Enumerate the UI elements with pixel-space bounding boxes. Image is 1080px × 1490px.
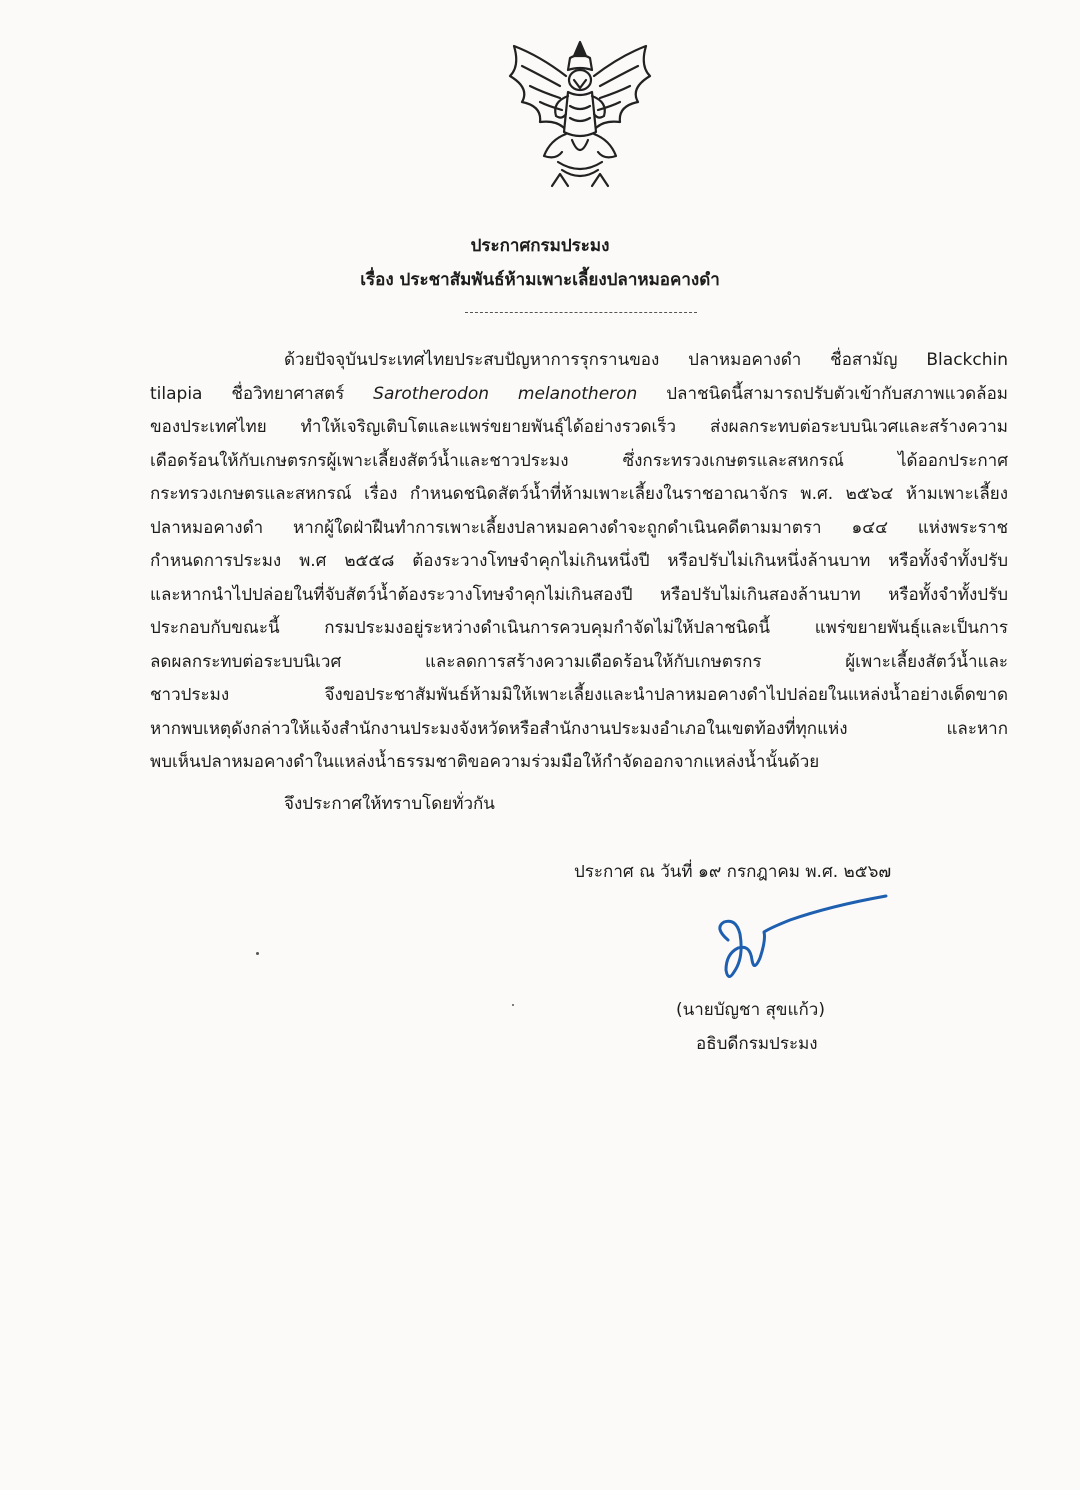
- closing-statement: จึงประกาศให้ทราบโดยทั่วกัน: [284, 794, 495, 814]
- signer-name: (นายบัญชา สุขแก้ว): [676, 1000, 825, 1020]
- body-line: พบเห็นปลาหมอคางดำในแหล่งน้ำธรรมชาติขอความร่วมมือให้กำจัดออกจากแหล่งน้ำนั้นด้วย: [150, 752, 820, 772]
- body-line: เดือดร้อนให้กับเกษตรกรผู้เพาะเลี้ยงสัตว์น้ำและชาวประมง ซึ่งกระทรวงเกษตรและสหกรณ์ ได้ออกประกาศ: [150, 450, 1008, 471]
- heading-divider: [465, 312, 697, 313]
- announcement-title: ประกาศกรมประมง: [470, 236, 610, 256]
- body-line: ปลาหมอคางดำ หากผู้ใดฝ่าฝืนทำการเพาะเลี้ยงปลาหมอคางดำจะถูกดำเนินคดีตามมาตรา ๑๔๔ แห่งพระราช: [150, 517, 1008, 538]
- announcement-body: [150, 344, 1008, 780]
- body-line: หากพบเหตุดังกล่าวให้แจ้งสำนักงานประมงจังหวัดหรือสำนักงานประมงอำเภอในเขตท้องที่ทุกแห่ง และหาก: [150, 718, 1008, 739]
- body-line: กระทรวงเกษตรและสหกรณ์ เรื่อง กำหนดชนิดสัตว์น้ำที่ห้ามเพาะเลี้ยงในราชอาณาจักร พ.ศ. ๒๕๖๔ ห้ามเพาะเลี้ยง: [150, 484, 1008, 504]
- scan-speck: [512, 1004, 514, 1006]
- garuda-emblem-icon: [500, 36, 660, 194]
- body-line: ประกอบกับขณะนี้ กรมประมงอยู่ระหว่างดำเนินการควบคุมกำจัดไม่ให้ปลาชนิดนี้ แพร่ขยายพันธุ์และเป็นการ: [150, 618, 1008, 638]
- announcement-date: ประกาศ ณ วันที่ ๑๙ กรกฎาคม พ.ศ. ๒๕๖๗: [574, 862, 892, 882]
- scan-speck: [256, 952, 259, 955]
- handwritten-signature-icon: [700, 888, 900, 988]
- body-line: กำหนดการประมง พ.ศ ๒๕๕๘ ต้องระวางโทษจำคุกไม่เกินหนึ่งปี หรือปรับไม่เกินหนึ่งล้านบาท หรือทั้งจำทั้งปรับ: [150, 551, 1008, 571]
- body-line: และหากนำไปปล่อยในที่จับสัตว์น้ำต้องระวางโทษจำคุกไม่เกินสองปี หรือปรับไม่เกินสองล้านบาท หรือทั้งจำทั้งปรับ: [150, 584, 1008, 605]
- scientific-name: Sarotherodon melanotheron: [373, 383, 638, 404]
- body-line-text: tilapia ชื่อวิทยาศาสตร์: [150, 383, 374, 404]
- body-line-text: ด้วยปัจจุบันประเทศไทยประสบปัญหาการรุกรานของ ปลาหมอคางดำ ชื่อสามัญ Blackchin: [284, 350, 1008, 370]
- body-line: [150, 378, 1008, 412]
- body-line: ชาวประมง จึงขอประชาสัมพันธ์ห้ามมิให้เพาะเลี้ยงและนำปลาหมอคางดำไปปล่อยในแหล่งน้ำอย่างเด็ดขาด: [150, 685, 1008, 705]
- body-line-text: ปลาชนิดนี้สามารถปรับตัวเข้ากับสภาพแวดล้อม: [637, 383, 1008, 404]
- body-line: ของประเทศไทย ทำให้เจริญเติบโตและแพร่ขยายพันธุ์ได้อย่างรวดเร็ว ส่งผลกระทบต่อระบบนิเวศและสร้างความ: [150, 417, 1008, 437]
- body-line: [150, 344, 1008, 378]
- body-line: ลดผลกระทบต่อระบบนิเวศ และลดการสร้างความเดือดร้อนให้กับเกษตรกร ผู้เพาะเลี้ยงสัตว์น้ำและ: [150, 651, 1008, 672]
- announcement-subject: เรื่อง ประชาสัมพันธ์ห้ามเพาะเลี้ยงปลาหมอคางดำ: [360, 270, 720, 290]
- signer-title: อธิบดีกรมประมง: [696, 1034, 818, 1054]
